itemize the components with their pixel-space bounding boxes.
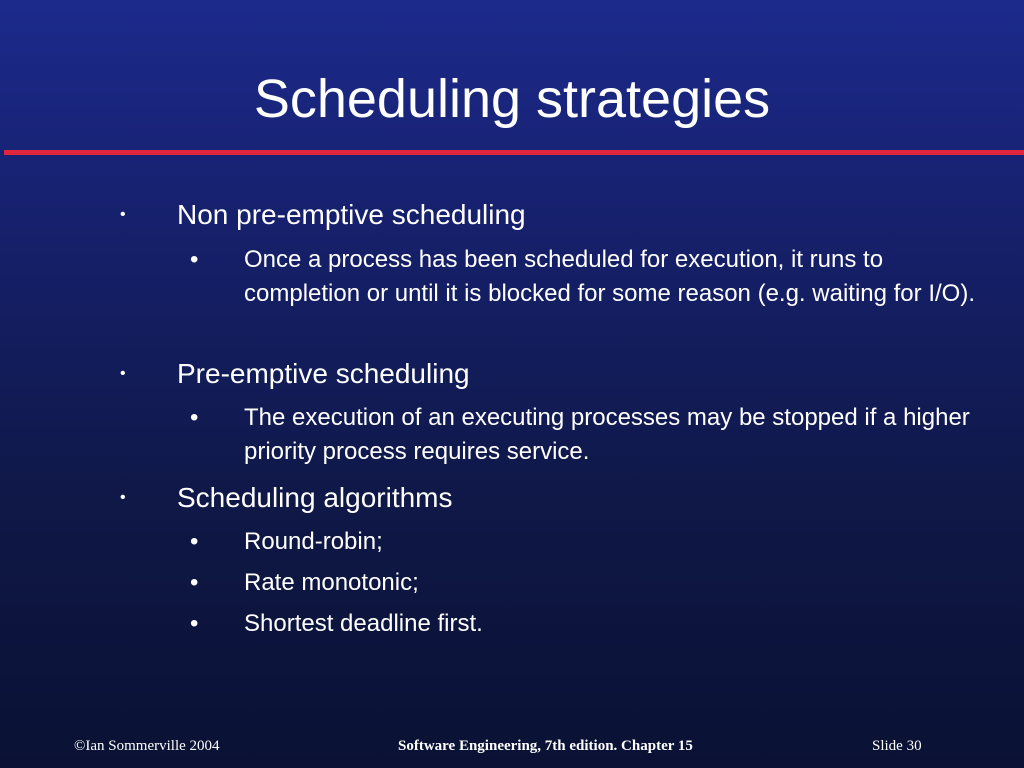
- footer-book-title: Software Engineering, 7th edition. Chapter 15: [398, 738, 693, 754]
- sub-bullet-text: Once a process has been scheduled for execution, it runs to completion or until it is blocked for some reason (e.g. waiting for I/O).: [244, 246, 975, 307]
- sub-bullet-text: The execution of an executing processes may be stopped if a higher priority process requires service.: [244, 404, 970, 465]
- footer-copyright: ©Ian Sommerville 2004: [74, 738, 220, 754]
- footer-slide-number: Slide 30: [872, 738, 922, 754]
- bullet-dot-icon: •: [120, 489, 126, 506]
- bullet-dot-icon: •: [120, 365, 126, 382]
- sub-bullet-dot-icon: •: [190, 404, 199, 431]
- bullet-dot-icon: •: [120, 206, 126, 223]
- sub-bullet-text: Round-robin;: [244, 528, 383, 555]
- slide-title: Scheduling strategies: [253, 69, 771, 129]
- bullet-text: Pre-emptive scheduling: [177, 358, 470, 389]
- bullet-text: Non pre-emptive scheduling: [177, 199, 526, 230]
- bullet-text: Scheduling algorithms: [177, 482, 453, 513]
- sub-bullet-dot-icon: •: [190, 610, 199, 637]
- sub-bullet-text: Shortest deadline first.: [244, 610, 483, 637]
- sub-bullet-dot-icon: •: [190, 569, 199, 596]
- sub-bullet-text: Rate monotonic;: [244, 569, 419, 596]
- title-divider: [4, 150, 1024, 155]
- sub-bullet-dot-icon: •: [190, 246, 199, 273]
- sub-bullet-dot-icon: •: [190, 528, 199, 555]
